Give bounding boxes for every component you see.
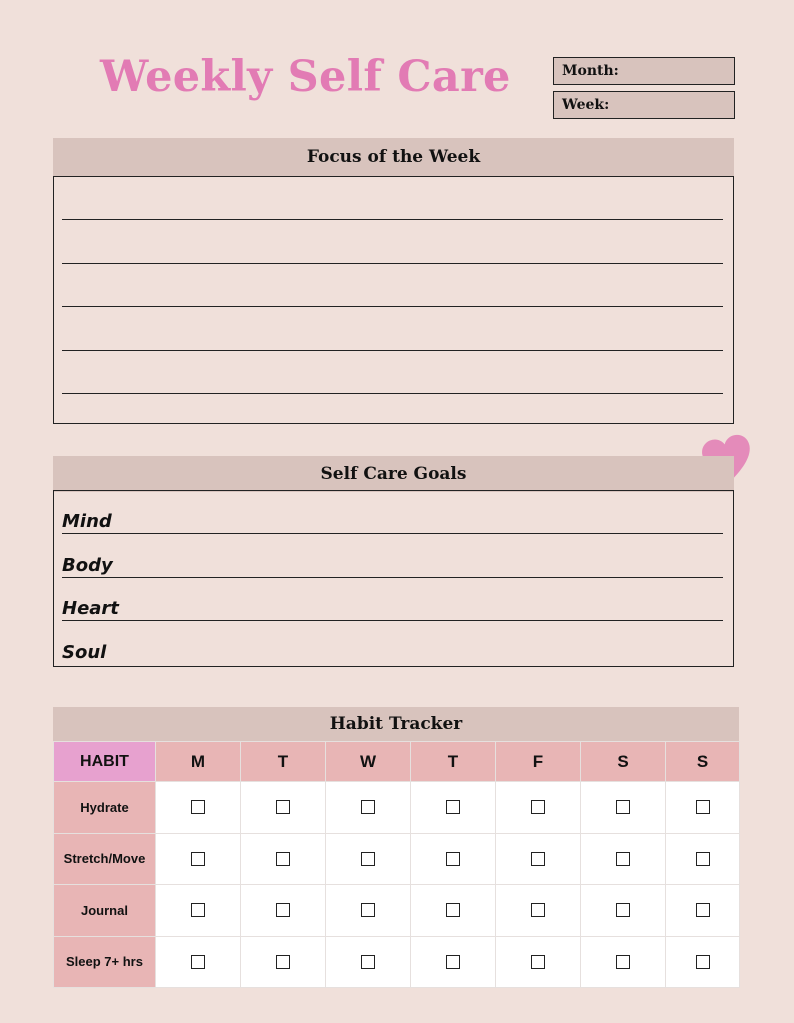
habit-name: Sleep 7+ hrs (54, 936, 156, 988)
habit-name: Stretch/Move (54, 833, 156, 885)
tracker-cell (241, 936, 326, 988)
checkbox-icon[interactable] (361, 903, 375, 917)
tracker-cell (496, 782, 581, 834)
tracker-cell (581, 833, 666, 885)
tracker-cell (156, 782, 241, 834)
checkbox-icon[interactable] (276, 955, 290, 969)
goals-section-title: Self Care Goals (53, 456, 734, 492)
checkbox-icon[interactable] (361, 955, 375, 969)
tracker-header-row (54, 742, 740, 782)
goal-label-mind: Mind (62, 511, 112, 532)
tracker-cell (241, 833, 326, 885)
checkbox-icon[interactable] (696, 800, 710, 814)
tracker-cell (666, 885, 740, 937)
tracker-cell (581, 782, 666, 834)
writing-line (62, 263, 723, 264)
tracker-cell (581, 936, 666, 988)
goal-label-heart: Heart (62, 598, 119, 619)
checkbox-icon[interactable] (276, 903, 290, 917)
goals-writing-area[interactable] (53, 490, 734, 667)
checkbox-icon[interactable] (276, 800, 290, 814)
focus-section-title: Focus of the Week (53, 138, 734, 176)
tracker-cell (241, 782, 326, 834)
page-title: Weekly Self Care (100, 52, 511, 102)
tracker-cell (496, 885, 581, 937)
day-header-tuesday: T (241, 742, 326, 782)
habit-column-header: HABIT (54, 742, 156, 782)
writing-line (62, 577, 723, 578)
tracker-cell (496, 936, 581, 988)
tracker-cell (326, 936, 411, 988)
tracker-cell (156, 833, 241, 885)
day-header-wednesday: W (326, 742, 411, 782)
checkbox-icon[interactable] (191, 852, 205, 866)
checkbox-icon[interactable] (446, 800, 460, 814)
tracker-cell (411, 833, 496, 885)
checkbox-icon[interactable] (191, 800, 205, 814)
tracker-cell (326, 782, 411, 834)
checkbox-icon[interactable] (446, 852, 460, 866)
month-label: Month: (562, 63, 619, 79)
tracker-cell (411, 782, 496, 834)
tracker-cell (496, 833, 581, 885)
tracker-cell (666, 936, 740, 988)
table-row (54, 885, 740, 937)
tracker-section-title: Habit Tracker (53, 707, 739, 741)
day-header-monday: M (156, 742, 241, 782)
checkbox-icon[interactable] (361, 800, 375, 814)
checkbox-icon[interactable] (696, 903, 710, 917)
checkbox-icon[interactable] (696, 955, 710, 969)
week-field[interactable] (553, 91, 735, 119)
checkbox-icon[interactable] (361, 852, 375, 866)
habit-name: Hydrate (54, 782, 156, 834)
goal-label-soul: Soul (62, 642, 107, 663)
tracker-cell (581, 885, 666, 937)
tracker-cell (666, 782, 740, 834)
habit-tracker-table (53, 741, 740, 988)
writing-line (62, 620, 723, 621)
table-row (54, 782, 740, 834)
month-field[interactable] (553, 57, 735, 85)
writing-line (62, 533, 723, 534)
tracker-cell (156, 936, 241, 988)
writing-line (62, 350, 723, 351)
day-header-sunday: S (666, 742, 740, 782)
tracker-cell (411, 885, 496, 937)
checkbox-icon[interactable] (446, 903, 460, 917)
writing-line (62, 306, 723, 307)
checkbox-icon[interactable] (616, 955, 630, 969)
checkbox-icon[interactable] (531, 955, 545, 969)
tracker-cell (666, 833, 740, 885)
goal-label-body: Body (62, 555, 113, 576)
checkbox-icon[interactable] (696, 852, 710, 866)
checkbox-icon[interactable] (531, 800, 545, 814)
checkbox-icon[interactable] (531, 903, 545, 917)
checkbox-icon[interactable] (191, 903, 205, 917)
checkbox-icon[interactable] (616, 852, 630, 866)
tracker-cell (326, 885, 411, 937)
checkbox-icon[interactable] (191, 955, 205, 969)
habit-name: Journal (54, 885, 156, 937)
table-row (54, 936, 740, 988)
tracker-cell (411, 936, 496, 988)
checkbox-icon[interactable] (616, 800, 630, 814)
focus-writing-area[interactable] (53, 176, 734, 424)
writing-line (62, 393, 723, 394)
tracker-cell (156, 885, 241, 937)
day-header-thursday: T (411, 742, 496, 782)
day-header-friday: F (496, 742, 581, 782)
checkbox-icon[interactable] (531, 852, 545, 866)
checkbox-icon[interactable] (616, 903, 630, 917)
day-header-saturday: S (581, 742, 666, 782)
week-label: Week: (562, 97, 610, 113)
checkbox-icon[interactable] (276, 852, 290, 866)
tracker-cell (241, 885, 326, 937)
checkbox-icon[interactable] (446, 955, 460, 969)
writing-line (62, 219, 723, 220)
tracker-cell (326, 833, 411, 885)
table-row (54, 833, 740, 885)
